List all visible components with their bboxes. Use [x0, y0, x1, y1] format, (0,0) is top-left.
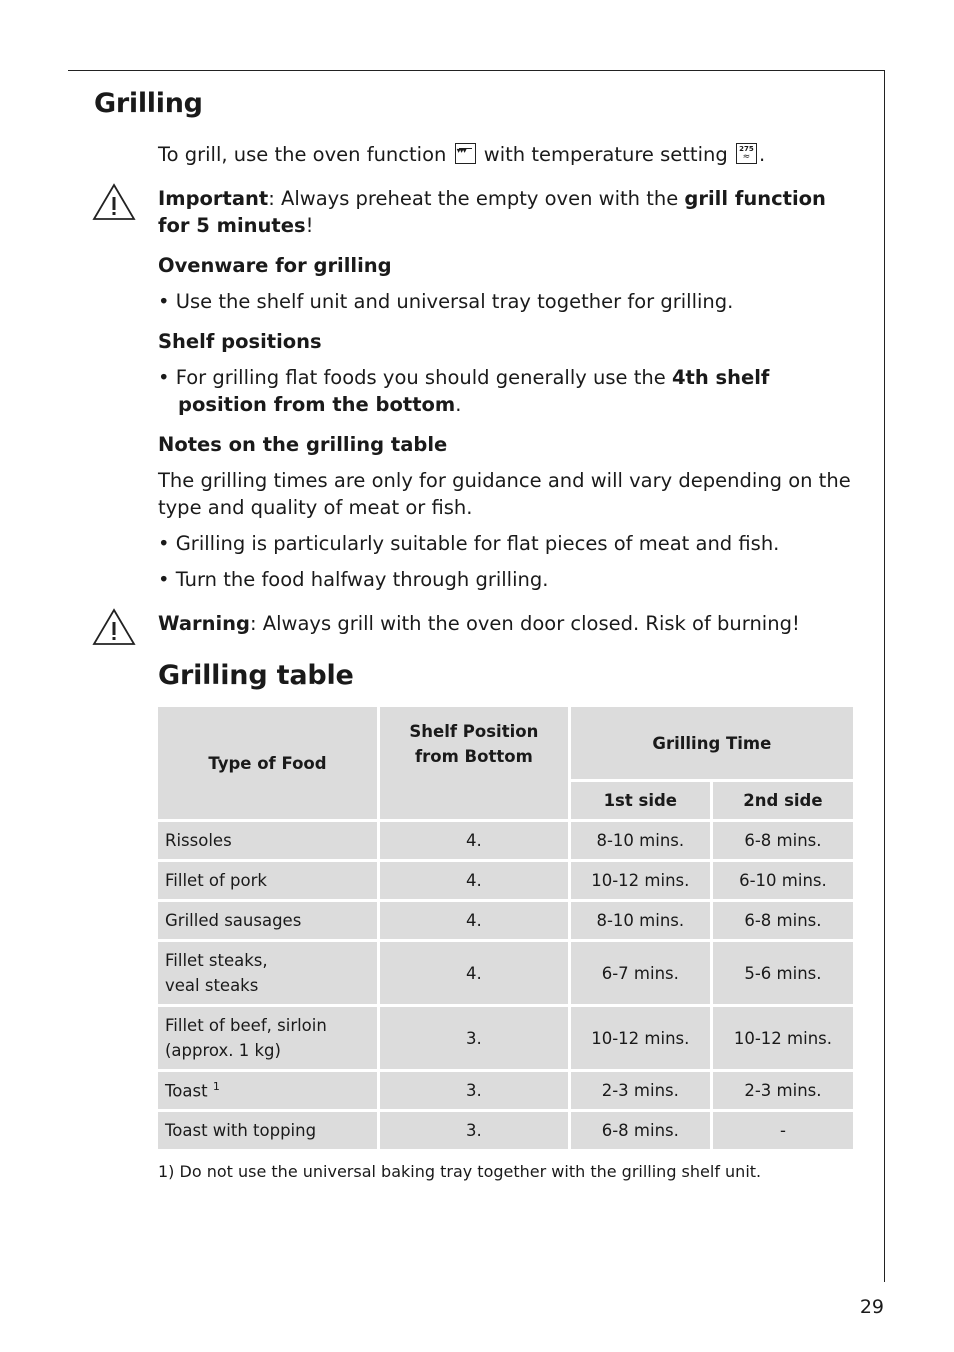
- ovenware-heading: Ovenware for grilling: [158, 254, 392, 277]
- table-row: [158, 822, 853, 859]
- table-row: [158, 1007, 853, 1069]
- cell-food-line-2: veal steaks: [165, 976, 259, 995]
- important-bold-text: grill function for 5 minutes: [158, 187, 826, 237]
- cell-food: Fillet of pork: [158, 862, 377, 899]
- cell-side-2: 10-12 mins.: [713, 1007, 853, 1069]
- cell-food-text: Toast: [165, 1081, 208, 1101]
- cell-shelf: 4.: [380, 942, 568, 1004]
- notes-heading: Notes on the grilling table: [158, 433, 448, 456]
- cell-side-2: 5-6 mins.: [713, 942, 853, 1004]
- cell-food-line-2: (approx. 1 kg): [165, 1041, 281, 1060]
- cell-food: Grilled sausages: [158, 902, 377, 939]
- warning-notice: [158, 610, 858, 637]
- cell-food: [158, 1072, 377, 1109]
- temperature-glyph-text: 275: [739, 145, 754, 153]
- page-number: 29: [859, 1296, 884, 1318]
- cell-side-1: 6-7 mins.: [571, 942, 710, 1004]
- cell-side-2: 6-8 mins.: [713, 822, 853, 859]
- header-shelf-line-1: Shelf Position: [409, 722, 539, 741]
- notes-bullet-1: • Grilling is particularly suitable for flat pieces of meat and fish.: [158, 532, 780, 555]
- cell-food: [158, 1007, 377, 1069]
- table-row: [158, 862, 853, 899]
- table-row: [158, 1112, 853, 1149]
- header-shelf-line-2: from Bottom: [414, 747, 533, 766]
- cell-shelf: 4.: [380, 902, 568, 939]
- warning-triangle-icon: [92, 183, 136, 221]
- warning-text: : Always grill with the oven door closed. Risk of burning!: [250, 612, 800, 635]
- header-type-of-food: Type of Food: [158, 707, 377, 819]
- important-notice: [158, 185, 858, 239]
- shelf-bullet-text: • For grilling flat foods you should generally use the: [158, 366, 672, 389]
- intro-paragraph: [158, 141, 858, 168]
- shelf-bullet: [158, 364, 858, 418]
- intro-text-2: with temperature setting: [483, 143, 728, 166]
- cell-side-1: 8-10 mins.: [571, 902, 710, 939]
- cell-food-line-1: Fillet steaks,: [165, 951, 268, 970]
- content: [158, 141, 858, 693]
- cell-side-2: -: [713, 1112, 853, 1149]
- cell-shelf: 3.: [380, 1072, 568, 1109]
- grilling-table: [155, 704, 856, 1152]
- cell-food-line-1: Fillet of beef, sirloin: [165, 1016, 327, 1035]
- cell-shelf: 4.: [380, 862, 568, 899]
- shelf-bullet-end: .: [455, 393, 462, 416]
- header-1st-side: 1st side: [571, 782, 710, 819]
- notes-bullet-2: • Turn the food halfway through grilling.: [158, 568, 549, 591]
- page-title: Grilling: [94, 88, 203, 119]
- cell-side-1: 8-10 mins.: [571, 822, 710, 859]
- important-text-end: !: [305, 214, 314, 237]
- cell-side-2: 2-3 mins.: [713, 1072, 853, 1109]
- important-text: : Always preheat the empty oven with the: [268, 187, 685, 210]
- cell-side-1: 10-12 mins.: [571, 1007, 710, 1069]
- cell-side-2: 6-8 mins.: [713, 902, 853, 939]
- cell-shelf: 3.: [380, 1007, 568, 1069]
- footnote: 1) Do not use the universal baking tray together with the grilling shelf unit.: [158, 1162, 762, 1181]
- notes-paragraph: The grilling times are only for guidance and will vary depending on the type and quality of meat or fish.: [158, 469, 851, 519]
- header-2nd-side: 2nd side: [713, 782, 853, 819]
- right-rule: [884, 70, 885, 1282]
- grill-function-icon: [455, 143, 476, 164]
- header-grilling-time: Grilling Time: [571, 707, 853, 779]
- cell-side-2: 6-10 mins.: [713, 862, 853, 899]
- shelf-heading: Shelf positions: [158, 330, 322, 353]
- important-label: Important: [158, 187, 269, 210]
- cell-side-1: 6-8 mins.: [571, 1112, 710, 1149]
- cell-shelf: 4.: [380, 822, 568, 859]
- table-row: [158, 942, 853, 1004]
- intro-text-1: To grill, use the oven function: [158, 143, 447, 166]
- table-row: [158, 1072, 853, 1109]
- footnote-marker: 1: [212, 1080, 220, 1094]
- cell-food: [158, 942, 377, 1004]
- ovenware-bullet: • Use the shelf unit and universal tray together for grilling.: [158, 290, 734, 313]
- cell-side-1: 10-12 mins.: [571, 862, 710, 899]
- warning-triangle-icon: [92, 608, 136, 646]
- shelf-bullet-bold: 4th shelf position from the bottom: [178, 366, 770, 416]
- temperature-setting-icon: [736, 143, 757, 164]
- intro-text-3: .: [758, 143, 766, 166]
- cell-food: Toast with topping: [158, 1112, 377, 1149]
- top-rule: [68, 70, 885, 71]
- table-title: Grilling table: [158, 660, 354, 691]
- warning-label: Warning: [158, 612, 250, 635]
- header-shelf-position: [380, 707, 568, 819]
- cell-food: Rissoles: [158, 822, 377, 859]
- table-row: [158, 902, 853, 939]
- cell-side-1: 2-3 mins.: [571, 1072, 710, 1109]
- cell-shelf: 3.: [380, 1112, 568, 1149]
